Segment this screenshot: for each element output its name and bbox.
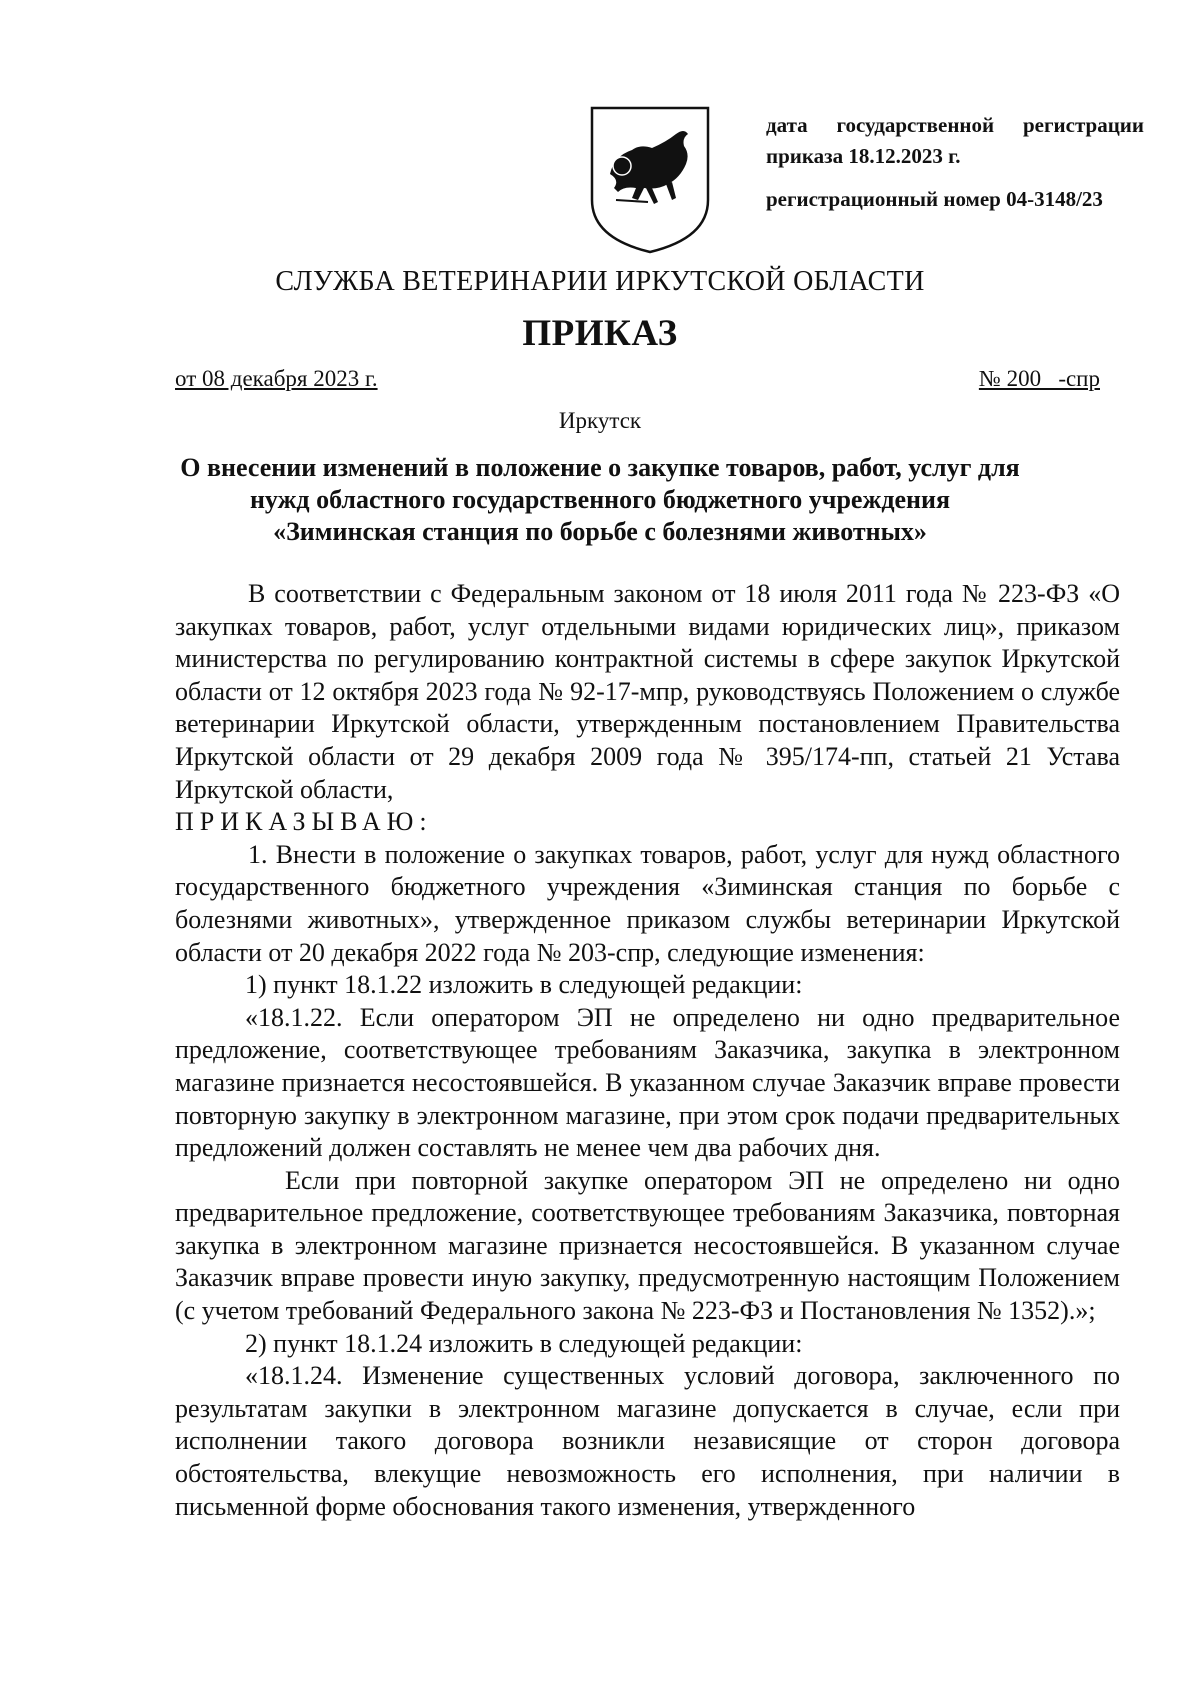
order-number: № 200 -спр [978,366,1100,391]
quote-18-1-24: «18.1.24. Изменение существенных условий договора, заключенного по результатам закупки в электронном магазине допускается в случае, если при исполнении такого договора возникли независящие от сторон договора обстоятельства, влекущие невозможность его исполнения, при наличии в письменной форме обоснования такого изменения, утвержденного [175,1361,1120,1521]
item-1-paragraph: 1. Внести в положение о закупках товаров, работ, услуг для нужд областного государственного бюджетного учреждения «Зиминская станция по борьбе с болезнями животных», утвержденное приказом службы ветеринарии Иркутской области от 20 декабря 2022 года № 203-спр, следующие изменения: [175,839,1120,967]
subject-line-1: О внесении изменений в положение о закупке товаров, работ, услуг для [180,453,1020,482]
subitem-2-heading: 2) пункт 18.1.24 изложить в следующей редакции: [245,1328,803,1358]
subject-line-2: нужд областного государственного бюджетного учреждения [249,485,951,514]
order-word: ПРИКАЗЫВАЮ: [175,807,433,837]
agency-name: СЛУЖБА ВЕТЕРИНАРИИ ИРКУТСКОЙ ОБЛАСТИ [275,266,925,297]
registration-date-line1: дата государственной регистрации [766,113,1144,137]
document-title: ПРИКАЗ [522,313,678,354]
quote-18-1-22-continued: Если при повторной закупке оператором ЭП не определено ни одно предварительное предложение, соответствующее требованиям Заказчика, повторная закупка в электронном магазине признается несостоявшейся. В указанном случае Заказчик вправе провести иную закупку, предусмотренную настоящим Положением (с учетом требований Федерального закона № 223-ФЗ и Постановления № 1352).»; [175,1165,1120,1326]
order-body [175,578,1120,1523]
preamble-paragraph: В соответствии с Федеральным законом от 18 июля 2011 года № 223-ФЗ «О закупках товаров, работ, услуг отдельными видами юридических лиц», приказом министерства по регулированию контрактной системы в сфере закупок Иркутской области от 12 октября 2023 года № 92-17-мпр, руководствуясь Положением о службе ветеринарии Иркутской области, утвержденным постановлением Правительства Иркутской области от 29 декабря 2009 года № 395/174-пп, статьей 21 Устава Иркутской области, [175,579,1120,804]
subitem-1-heading: 1) пункт 18.1.22 изложить в следующей редакции: [245,970,803,1000]
registration-number: регистрационный номер 04-3148/23 [766,187,1103,211]
coat-of-arms-emblem [588,104,712,256]
order-date: от 08 декабря 2023 г. [175,366,378,391]
city: Иркутск [558,408,642,433]
registration-stamp [766,110,1144,215]
quote-18-1-22: «18.1.22. Если оператором ЭП не определено ни одно предварительное предложение, соответствующее требованиям Заказчика, закупка в электронном магазине признается несостоявшейся. В указанном случае Заказчик вправе провести повторную закупку в электронном магазине, при этом срок подачи предварительных предложений должен составлять не менее чем два рабочих дня. [175,1002,1120,1163]
order-subject [120,452,1080,548]
registration-date-line2: приказа 18.12.2023 г. [766,144,961,168]
subject-line-3: «Зиминская станция по борьбе с болезнями животных» [273,517,927,546]
